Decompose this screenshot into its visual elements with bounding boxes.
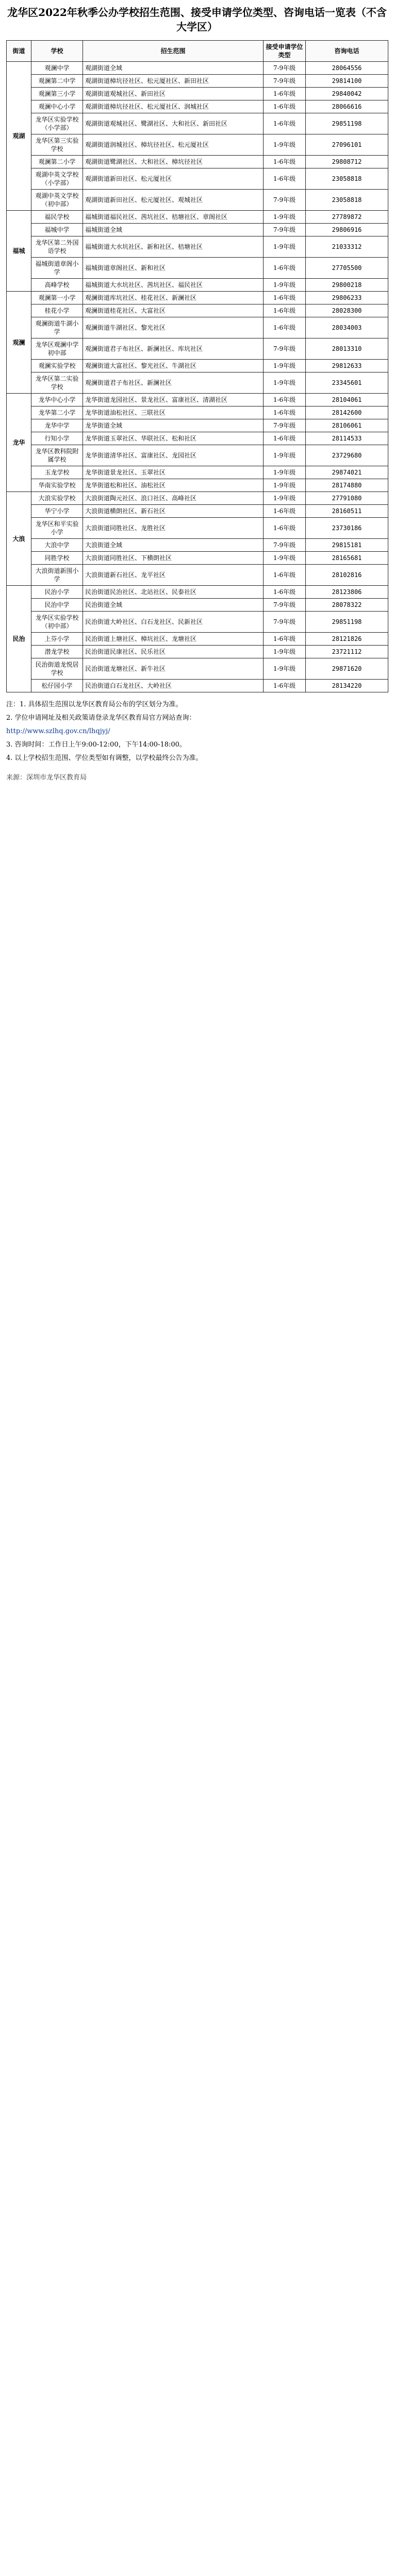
cell-phone: 29874021 (306, 466, 388, 479)
cell-school: 龙华区第二实验学校 (31, 372, 83, 394)
table-row (7, 633, 388, 646)
table-row (7, 658, 388, 680)
cell-phone: 28114533 (306, 432, 388, 445)
cell-area: 观澜街道君子布社区、新澜社区、库坑社区 (83, 338, 264, 360)
table-row (7, 505, 388, 518)
cell-area: 福城街道全域 (83, 224, 264, 236)
cell-grades: 1-9年级 (264, 211, 306, 224)
cell-area: 民治街道民康社区、民乐社区 (83, 646, 264, 658)
cell-grades: 1-6年级 (264, 586, 306, 599)
table-row (7, 539, 388, 552)
table-row (7, 419, 388, 432)
cell-grades: 1-6年级 (264, 168, 306, 190)
cell-phone: 29814100 (306, 75, 388, 88)
cell-area: 观澜街道牛湖社区、黎光社区 (83, 317, 264, 338)
cell-street: 大浪 (7, 492, 31, 586)
cell-area: 观湖街道樟坑径社区、松元厦社区、润城社区 (83, 100, 264, 113)
table-row (7, 406, 388, 419)
cell-phone: 28078322 (306, 599, 388, 612)
cell-school: 观澜第一小学 (31, 292, 83, 304)
cell-area: 福城街道大水坑社区、茜坑社区、福民社区 (83, 279, 264, 292)
cell-phone: 28064556 (306, 62, 388, 75)
cell-school: 龙华中学 (31, 419, 83, 432)
cell-area: 大浪街道同胜社区、龙胜社区 (83, 518, 264, 539)
cell-area: 民治街道上塘社区、樟坑社区、龙塘社区 (83, 633, 264, 646)
cell-phone: 29806233 (306, 292, 388, 304)
cell-street: 龙华 (7, 394, 31, 492)
cell-phone: 29851198 (306, 113, 388, 134)
cell-grades: 1-9年级 (264, 479, 306, 492)
cell-school: 龙华区教科院附属学校 (31, 445, 83, 466)
cell-area: 龙华街道油松社区、三联社区 (83, 406, 264, 419)
table-row (7, 432, 388, 445)
notes-section (6, 700, 388, 764)
cell-phone: 27791080 (306, 492, 388, 505)
cell-phone: 29815181 (306, 539, 388, 552)
table-container (6, 40, 388, 692)
table-row (7, 646, 388, 658)
cell-grades: 7-9年级 (264, 612, 306, 633)
table-row (7, 211, 388, 224)
cell-area: 龙华街道松和社区、油松社区 (83, 479, 264, 492)
cell-street: 观澜 (7, 292, 31, 394)
cell-area: 福城街道章阁社区、新和社区 (83, 258, 264, 279)
cell-area: 龙华街道景龙社区、玉翠社区 (83, 466, 264, 479)
cell-area: 大浪街道陶元社区、浪口社区、高峰社区 (83, 492, 264, 505)
cell-area: 福城街道福民社区、茜坑社区、桔塘社区、章阁社区 (83, 211, 264, 224)
cell-school: 桂花小学 (31, 304, 83, 317)
cell-phone: 28121826 (306, 633, 388, 646)
cell-grades: 1-6年级 (264, 304, 306, 317)
cell-area: 观澜街道君子布社区、新澜社区 (83, 372, 264, 394)
cell-grades: 1-6年级 (264, 633, 306, 646)
cell-phone: 27096101 (306, 134, 388, 156)
cell-phone: 23058818 (306, 168, 388, 190)
cell-phone: 28102816 (306, 565, 388, 586)
cell-phone: 27789872 (306, 211, 388, 224)
cell-area: 大浪街道全域 (83, 539, 264, 552)
cell-phone: 28160511 (306, 505, 388, 518)
table-row (7, 100, 388, 113)
cell-school: 行知小学 (31, 432, 83, 445)
cell-school: 福城街道章阁小学 (31, 258, 83, 279)
cell-phone: 28034003 (306, 317, 388, 338)
table-row (7, 479, 388, 492)
cell-phone: 23721112 (306, 646, 388, 658)
cell-school: 龙华区和平实验小学 (31, 518, 83, 539)
table-row (7, 360, 388, 372)
header-school: 学校 (31, 41, 83, 62)
cell-grades: 1-6年级 (264, 505, 306, 518)
cell-area: 观湖街道观城社区、新田社区 (83, 88, 264, 100)
table-row (7, 88, 388, 100)
cell-area: 龙华街道全域 (83, 419, 264, 432)
cell-grades: 7-9年级 (264, 419, 306, 432)
cell-area: 龙华街道龙园社区、景龙社区、富康社区、清湖社区 (83, 394, 264, 406)
cell-grades: 7-9年级 (264, 224, 306, 236)
cell-school: 松仔园小学 (31, 680, 83, 692)
cell-school: 观湖中英文学校（小学部） (31, 168, 83, 190)
cell-grades: 1-9年级 (264, 492, 306, 505)
cell-area: 大浪街道横朗社区、新石社区 (83, 505, 264, 518)
table-row (7, 317, 388, 338)
table-body (7, 62, 388, 692)
admission-table (6, 40, 388, 692)
cell-area: 观澜街道大富社区、黎光社区、牛湖社区 (83, 360, 264, 372)
table-row (7, 134, 388, 156)
cell-school: 潜龙学校 (31, 646, 83, 658)
cell-school: 大浪中学 (31, 539, 83, 552)
cell-grades: 1-6年级 (264, 518, 306, 539)
cell-grades: 1-9年级 (264, 658, 306, 680)
cell-school: 观澜第二小学 (31, 156, 83, 168)
cell-grades: 1-6年级 (264, 565, 306, 586)
table-row (7, 612, 388, 633)
table-row (7, 62, 388, 75)
cell-phone: 29812633 (306, 360, 388, 372)
cell-area: 观湖街道鹭湖社区、大和社区、樟坑径社区 (83, 156, 264, 168)
cell-grades: 1-9年级 (264, 360, 306, 372)
cell-grades: 7-9年级 (264, 75, 306, 88)
cell-phone: 28104061 (306, 394, 388, 406)
table-row (7, 586, 388, 599)
cell-school: 福城中学 (31, 224, 83, 236)
cell-area: 观湖街道新田社区、松元厦社区、观城社区 (83, 190, 264, 211)
cell-area: 观澜街道桂花社区、大富社区 (83, 304, 264, 317)
cell-grades: 1-9年级 (264, 236, 306, 258)
header-area: 招生范围 (83, 41, 264, 62)
note-line: 4. 以上学校招生范围、学位类型如有调整，以学校最终公告为准。 (6, 754, 203, 762)
cell-grades: 1-6年级 (264, 100, 306, 113)
page-title: 龙华区2022年秋季公办学校招生范围、接受申请学位类型、咨询电话一览表（不含大学区） (7, 6, 387, 33)
cell-school: 玉龙学校 (31, 466, 83, 479)
table-row (7, 156, 388, 168)
cell-phone: 28174880 (306, 479, 388, 492)
cell-area: 福城街道大水坑社区、新和社区、桔塘社区 (83, 236, 264, 258)
table-row (7, 565, 388, 586)
table-row (7, 279, 388, 292)
cell-school: 观澜街道牛湖小学 (31, 317, 83, 338)
cell-area: 民治街道大岭社区、白石龙社区、民新社区 (83, 612, 264, 633)
cell-grades: 1-9年级 (264, 372, 306, 394)
note-line: 注：1. 具体招生范围以龙华区教育局公布的学区划分为准。 (6, 701, 183, 708)
cell-grades: 1-6年级 (264, 680, 306, 692)
cell-grades: 1-9年级 (264, 466, 306, 479)
cell-area: 观湖街道观城社区、鹭湖社区、大和社区、新田社区 (83, 113, 264, 134)
cell-school: 民治街道龙悦居学校 (31, 658, 83, 680)
cell-area: 民治街道民治社区、北站社区、民泰社区 (83, 586, 264, 599)
table-row (7, 492, 388, 505)
cell-area: 观湖街道润城社区、樟坑径社区、松元厦社区 (83, 134, 264, 156)
table-row (7, 258, 388, 279)
cell-phone: 27705500 (306, 258, 388, 279)
cell-phone: 28165681 (306, 552, 388, 565)
cell-school: 同胜学校 (31, 552, 83, 565)
header-street: 街道 (7, 41, 31, 62)
cell-grades: 1-9年级 (264, 134, 306, 156)
cell-phone: 28123806 (306, 586, 388, 599)
table-row (7, 168, 388, 190)
header-phone: 咨询电话 (306, 41, 388, 62)
table-row (7, 394, 388, 406)
table-row (7, 236, 388, 258)
cell-area: 观湖街道全域 (83, 62, 264, 75)
cell-phone: 29800218 (306, 279, 388, 292)
table-row (7, 599, 388, 612)
cell-area: 观澜街道库坑社区、桂花社区、新澜社区 (83, 292, 264, 304)
table-row (7, 190, 388, 211)
cell-school: 福民学校 (31, 211, 83, 224)
cell-street: 观湖 (7, 62, 31, 211)
table-row (7, 224, 388, 236)
cell-phone: 23730186 (306, 518, 388, 539)
cell-school: 龙华区实验学校（初中部） (31, 612, 83, 633)
cell-phone: 28066616 (306, 100, 388, 113)
cell-phone: 28028300 (306, 304, 388, 317)
cell-grades: 1-6年级 (264, 394, 306, 406)
cell-school: 观澜中学 (31, 62, 83, 75)
cell-school: 龙华区第三实验学校 (31, 134, 83, 156)
cell-area: 民治街道白石龙社区、大岭社区 (83, 680, 264, 692)
cell-school: 龙华区观澜中学初中部 (31, 338, 83, 360)
cell-school: 华宁小学 (31, 505, 83, 518)
table-row (7, 338, 388, 360)
cell-phone: 23058818 (306, 190, 388, 211)
cell-school: 大浪街道新围小学 (31, 565, 83, 586)
cell-school: 上芬小学 (31, 633, 83, 646)
cell-phone: 29840042 (306, 88, 388, 100)
cell-grades: 1-6年级 (264, 292, 306, 304)
cell-street: 福城 (7, 211, 31, 292)
cell-school: 华南实验学校 (31, 479, 83, 492)
cell-phone: 28013310 (306, 338, 388, 360)
cell-school: 民治中学 (31, 599, 83, 612)
cell-school: 龙华中心小学 (31, 394, 83, 406)
cell-area: 龙华街道清华社区、富康社区、龙园社区 (83, 445, 264, 466)
cell-grades: 7-9年级 (264, 338, 306, 360)
cell-grades: 1-9年级 (264, 279, 306, 292)
cell-phone: 28134220 (306, 680, 388, 692)
cell-grades: 1-6年级 (264, 317, 306, 338)
table-row (7, 445, 388, 466)
table-row (7, 466, 388, 479)
note-line: 3. 咨询时间：工作日上午9:00-12:00，下午14:00-18:00。 (6, 741, 186, 749)
cell-school: 龙华区第二外国语学校 (31, 236, 83, 258)
cell-school: 龙华第二小学 (31, 406, 83, 419)
cell-grades: 1-9年级 (264, 552, 306, 565)
note-line[interactable]: http://www.szlhq.gov.cn/lhqjyj/ (6, 727, 110, 735)
cell-school: 观澜中心小学 (31, 100, 83, 113)
cell-phone: 28106061 (306, 419, 388, 432)
cell-phone: 29851198 (306, 612, 388, 633)
cell-school: 观澜第三小学 (31, 88, 83, 100)
cell-school: 民治小学 (31, 586, 83, 599)
cell-area: 观湖街道樟坑径社区、松元厦社区、新田社区 (83, 75, 264, 88)
table-row (7, 680, 388, 692)
cell-phone: 21033312 (306, 236, 388, 258)
table-row (7, 292, 388, 304)
cell-grades: 7-9年级 (264, 62, 306, 75)
table-row (7, 304, 388, 317)
cell-area: 大浪街道新石社区、龙平社区 (83, 565, 264, 586)
table-row (7, 552, 388, 565)
cell-school: 高峰学校 (31, 279, 83, 292)
cell-grades: 1-6年级 (264, 258, 306, 279)
cell-grades: 1-6年级 (264, 156, 306, 168)
cell-area: 民治街道龙塘社区、新牛社区 (83, 658, 264, 680)
cell-phone: 23729680 (306, 445, 388, 466)
cell-grades: 1-6年级 (264, 406, 306, 419)
cell-school: 观湖中英文学校（初中部） (31, 190, 83, 211)
cell-grades: 7-9年级 (264, 599, 306, 612)
cell-area: 观湖街道新田社区、松元厦社区 (83, 168, 264, 190)
cell-phone: 23345601 (306, 372, 388, 394)
table-header-row (7, 41, 388, 62)
table-row (7, 518, 388, 539)
header-grades: 接受申请学位类型 (264, 41, 306, 62)
cell-phone: 29871620 (306, 658, 388, 680)
cell-grades: 1-6年级 (264, 88, 306, 100)
cell-school: 观澜第二中学 (31, 75, 83, 88)
cell-grades: 1-9年级 (264, 445, 306, 466)
cell-grades: 1-6年级 (264, 113, 306, 134)
cell-grades: 7-9年级 (264, 539, 306, 552)
cell-school: 龙华区实验学校（小学部） (31, 113, 83, 134)
cell-grades: 7-9年级 (264, 190, 306, 211)
cell-area: 龙华街道玉翠社区、华联社区、松和社区 (83, 432, 264, 445)
cell-grades: 1-9年级 (264, 646, 306, 658)
table-row (7, 372, 388, 394)
cell-phone: 28142600 (306, 406, 388, 419)
table-row (7, 113, 388, 134)
cell-area: 民治街道全域 (83, 599, 264, 612)
cell-school: 观澜实验学校 (31, 360, 83, 372)
table-row (7, 75, 388, 88)
cell-phone: 29808712 (306, 156, 388, 168)
cell-grades: 1-6年级 (264, 432, 306, 445)
cell-phone: 29806916 (306, 224, 388, 236)
cell-school: 大浪实验学校 (31, 492, 83, 505)
note-line: 2. 学位申请网址及相关政策请登录龙华区教育局官方网站查询： (6, 714, 196, 722)
cell-street: 民治 (7, 586, 31, 692)
cell-area: 大浪街道同胜社区、下横朗社区 (83, 552, 264, 565)
source-line: 来源：深圳市龙华区教育局 (6, 774, 87, 782)
